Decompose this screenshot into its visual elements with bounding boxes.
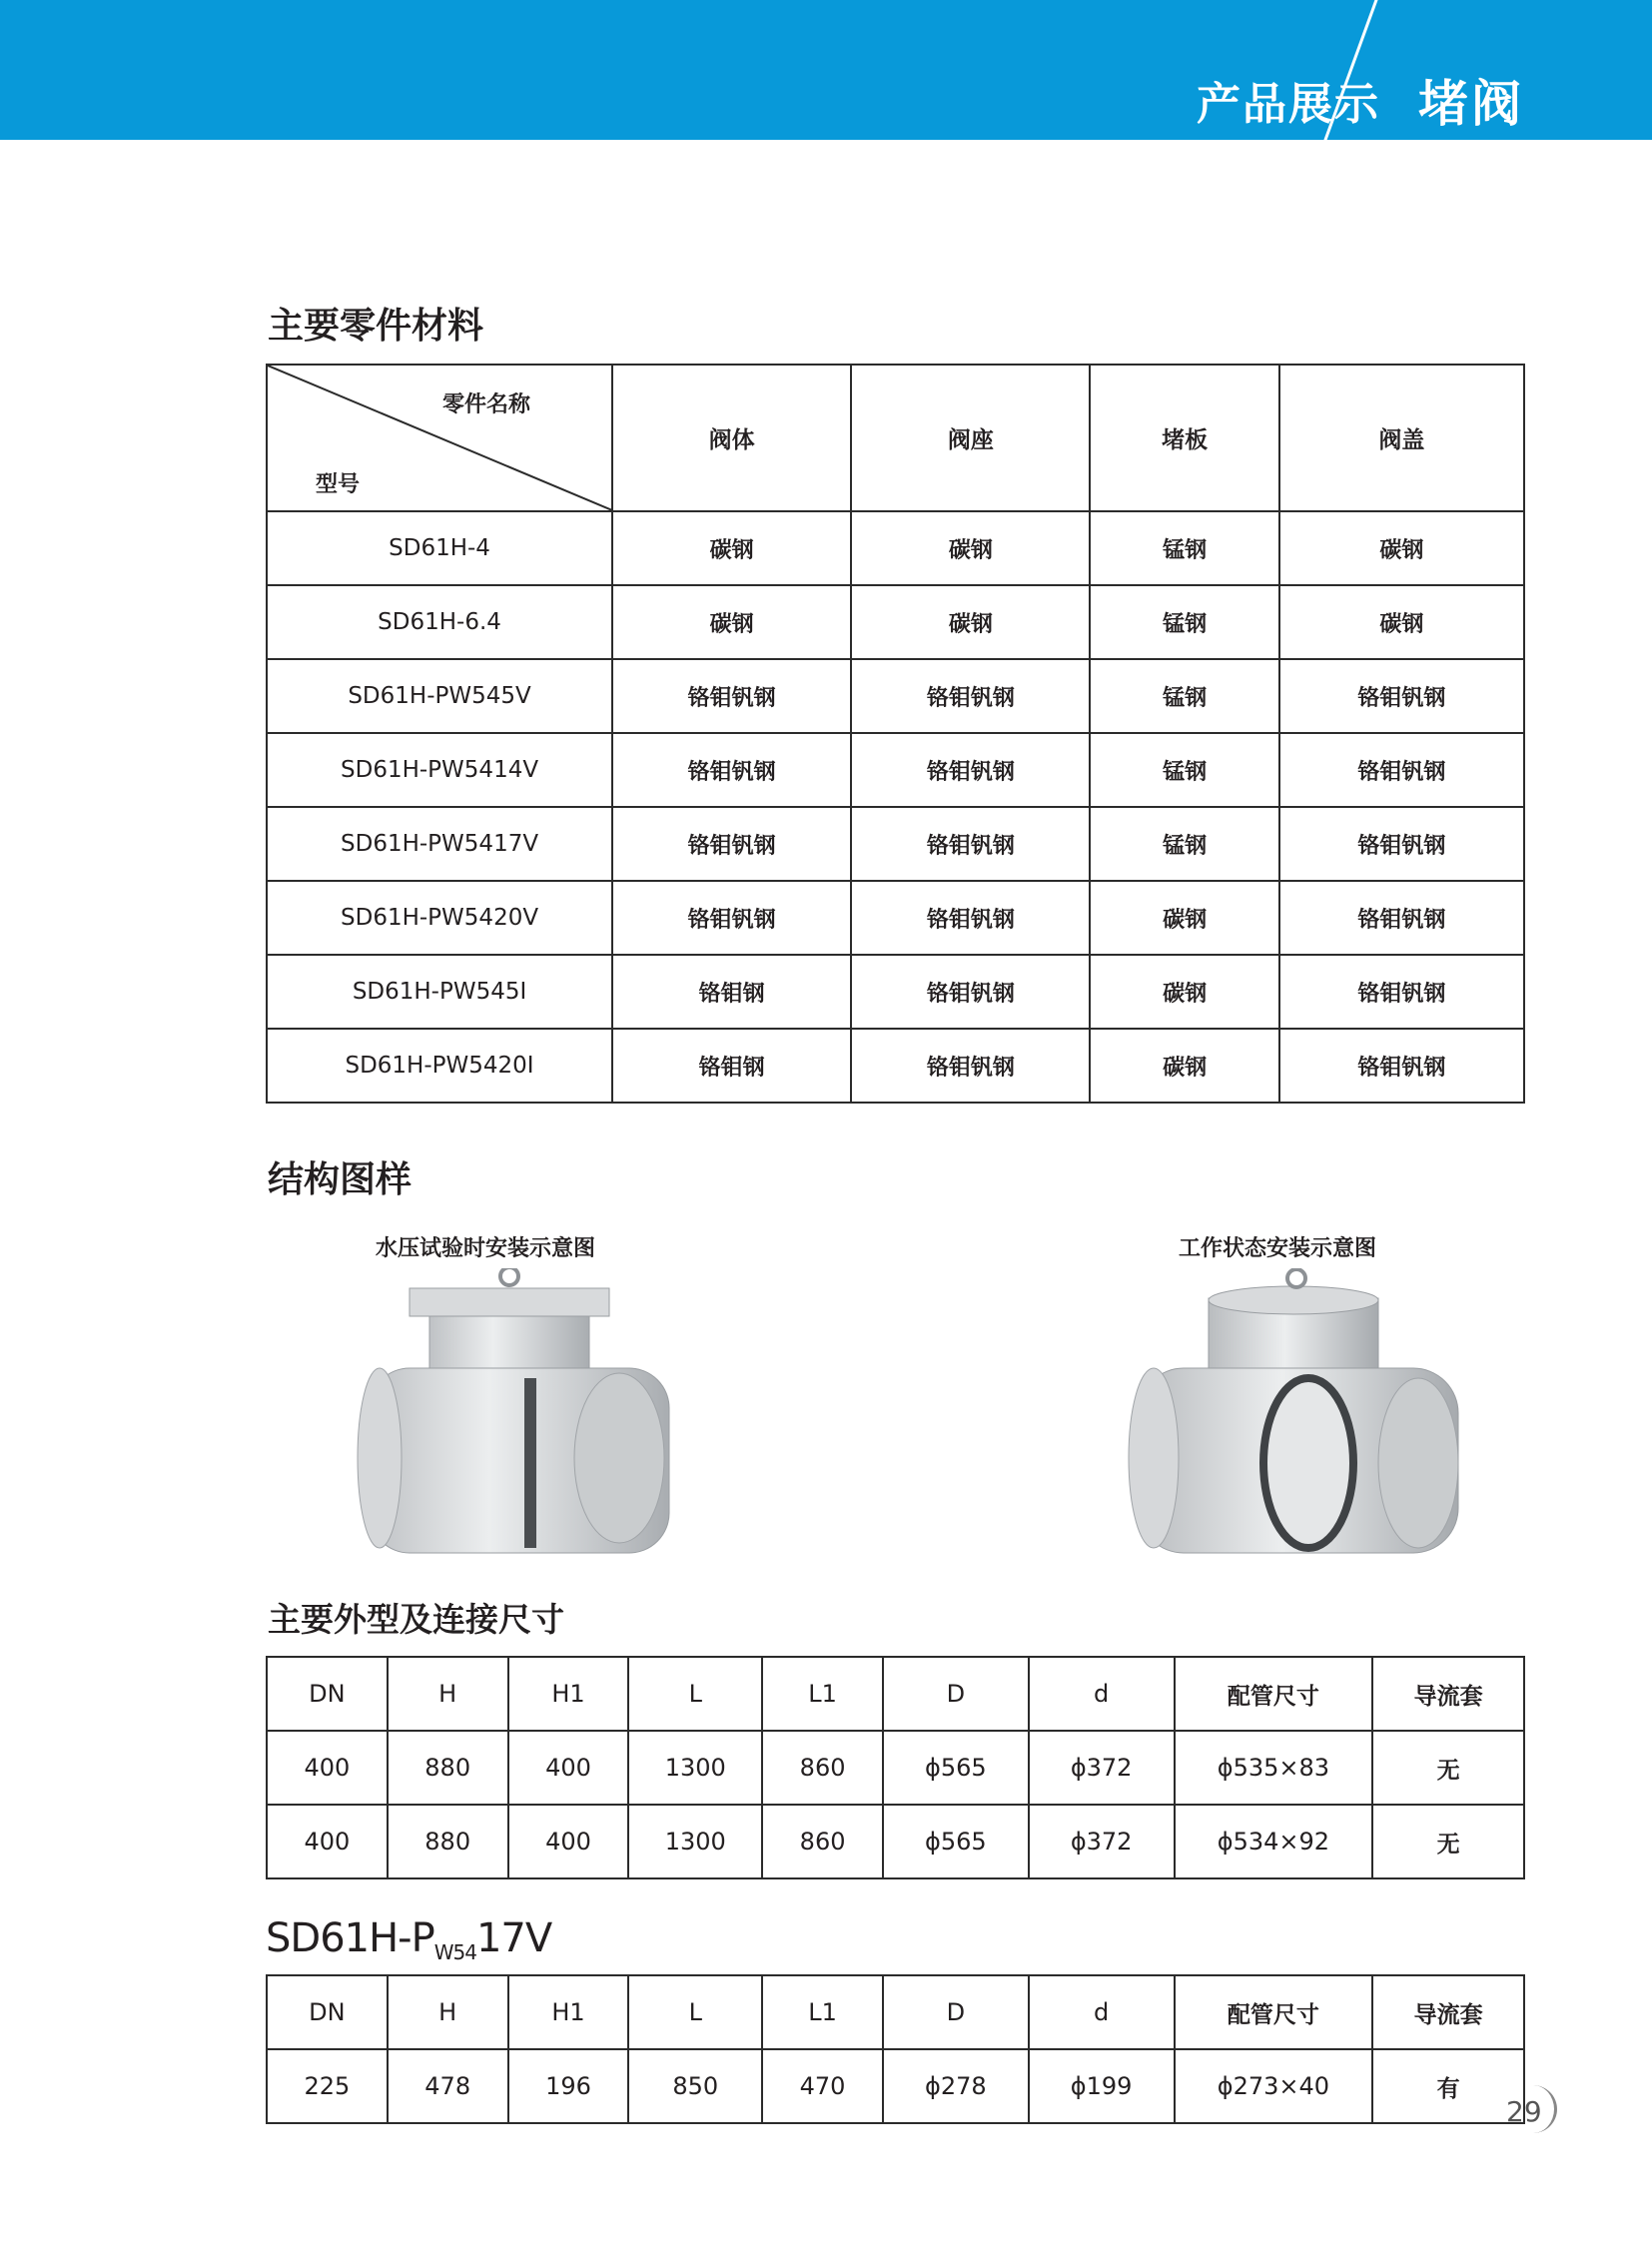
- column-header: L1: [762, 1657, 883, 1731]
- valve-hydro-test-illustration: [350, 1268, 709, 1558]
- table-cell: ϕ372: [1029, 1731, 1175, 1805]
- banner-category: 产品展示: [1197, 79, 1380, 130]
- table-cell: 1300: [628, 1731, 762, 1805]
- materials-row: [267, 585, 1524, 659]
- banner-title: 堵阀: [1418, 75, 1524, 133]
- material-cell: 铬钼钒钢: [851, 955, 1090, 1029]
- column-header: D: [883, 1657, 1029, 1731]
- model-header-row: [267, 1975, 1524, 2049]
- column-header: 阀盖: [1279, 365, 1524, 511]
- valve-working-state-illustration: [1119, 1268, 1478, 1558]
- materials-table: [266, 364, 1525, 1104]
- materials-row: [267, 659, 1524, 733]
- material-cell: 铬钼钒钢: [1279, 733, 1524, 807]
- corner-cell: [267, 365, 612, 511]
- table-cell: 无: [1372, 1805, 1524, 1878]
- table-cell: 400: [267, 1805, 388, 1878]
- materials-header-row: [267, 365, 1524, 511]
- material-cell: 铬钼钒钢: [1279, 1029, 1524, 1103]
- material-cell: 碳钢: [612, 585, 851, 659]
- table-cell: ϕ534×92: [1175, 1805, 1373, 1878]
- table-cell: 196: [508, 2049, 629, 2123]
- column-header: H: [388, 1975, 508, 2049]
- table-cell: 400: [508, 1731, 629, 1805]
- table-cell: 880: [388, 1805, 508, 1878]
- table-cell: 无: [1372, 1731, 1524, 1805]
- table-cell: 400: [267, 1731, 388, 1805]
- material-cell: 锰钢: [1090, 733, 1278, 807]
- material-cell: 碳钢: [851, 585, 1090, 659]
- column-header: 导流套: [1372, 1657, 1524, 1731]
- table-cell: 880: [388, 1731, 508, 1805]
- model-cell: SD61H-PW5417V: [267, 807, 612, 881]
- column-header: 配管尺寸: [1175, 1975, 1373, 2049]
- material-cell: 铬钼钒钢: [612, 881, 851, 955]
- model-title: [266, 1915, 551, 1964]
- table-cell: 860: [762, 1805, 883, 1878]
- materials-row: [267, 733, 1524, 807]
- structure-title: 结构图样: [268, 1159, 413, 1200]
- table-cell: 400: [508, 1805, 629, 1878]
- materials-row: [267, 1029, 1524, 1103]
- model-cell: SD61H-4: [267, 511, 612, 585]
- dimensions-table: [266, 1656, 1525, 1879]
- table-cell: ϕ278: [883, 2049, 1029, 2123]
- material-cell: 碳钢: [1090, 1029, 1278, 1103]
- column-header: H: [388, 1657, 508, 1731]
- dimensions-header-row: [267, 1657, 1524, 1731]
- column-header: D: [883, 1975, 1029, 2049]
- material-cell: 铬钼钒钢: [612, 807, 851, 881]
- material-cell: 铬钼钒钢: [851, 807, 1090, 881]
- material-cell: 铬钼钒钢: [612, 659, 851, 733]
- model-title-tail: 17V: [475, 1915, 552, 1961]
- material-cell: 铬钼钢: [612, 1029, 851, 1103]
- material-cell: 碳钢: [1279, 511, 1524, 585]
- table-cell: 1300: [628, 1805, 762, 1878]
- model-title-subscript: W54: [433, 1940, 476, 1964]
- table-row: [267, 1731, 1524, 1805]
- table-cell: 有: [1372, 2049, 1524, 2123]
- table-cell: ϕ273×40: [1175, 2049, 1373, 2123]
- materials-row: [267, 511, 1524, 585]
- column-header: 配管尺寸: [1175, 1657, 1373, 1731]
- materials-row: [267, 955, 1524, 1029]
- material-cell: 铬钼钒钢: [1279, 955, 1524, 1029]
- column-header: d: [1029, 1975, 1175, 2049]
- material-cell: 锰钢: [1090, 511, 1278, 585]
- model-cell: SD61H-PW5414V: [267, 733, 612, 807]
- model-cell: SD61H-PW5420V: [267, 881, 612, 955]
- column-header: L: [628, 1657, 762, 1731]
- material-cell: 铬钼钒钢: [851, 1029, 1090, 1103]
- material-cell: 铬钼钒钢: [1279, 659, 1524, 733]
- header-banner: [0, 0, 1652, 140]
- right-caption: 工作状态安装示意图: [1179, 1236, 1377, 1261]
- column-header: L: [628, 1975, 762, 2049]
- column-header: H1: [508, 1975, 629, 2049]
- column-header: d: [1029, 1657, 1175, 1731]
- material-cell: 碳钢: [851, 511, 1090, 585]
- model-title-main: SD61H-P: [266, 1915, 434, 1961]
- table-cell: 860: [762, 1731, 883, 1805]
- table-cell: ϕ199: [1029, 2049, 1175, 2123]
- table-row: [267, 2049, 1524, 2123]
- material-cell: 碳钢: [1090, 881, 1278, 955]
- table-cell: ϕ372: [1029, 1805, 1175, 1878]
- table-cell: ϕ565: [883, 1805, 1029, 1878]
- column-header: 阀体: [612, 365, 851, 511]
- model-dimensions-table: [266, 1974, 1525, 2124]
- column-header: DN: [267, 1657, 388, 1731]
- materials-title: 主要零件材料: [268, 306, 484, 347]
- column-header: L1: [762, 1975, 883, 2049]
- material-cell: 锰钢: [1090, 659, 1278, 733]
- table-cell: 225: [267, 2049, 388, 2123]
- material-cell: 铬钼钢: [612, 955, 851, 1029]
- material-cell: 铬钼钒钢: [851, 733, 1090, 807]
- materials-row: [267, 807, 1524, 881]
- material-cell: 铬钼钒钢: [851, 659, 1090, 733]
- material-cell: 锰钢: [1090, 585, 1278, 659]
- material-cell: 铬钼钒钢: [1279, 807, 1524, 881]
- material-cell: 锰钢: [1090, 807, 1278, 881]
- column-header: 阀座: [851, 365, 1090, 511]
- material-cell: 铬钼钒钢: [1279, 881, 1524, 955]
- column-header: H1: [508, 1657, 629, 1731]
- table-cell: 478: [388, 2049, 508, 2123]
- table-cell: 470: [762, 2049, 883, 2123]
- table-cell: ϕ565: [883, 1731, 1029, 1805]
- material-cell: 碳钢: [1090, 955, 1278, 1029]
- page-number: 29: [1506, 2095, 1542, 2128]
- model-cell: SD61H-PW5420I: [267, 1029, 612, 1103]
- corner-bottom-label: 型号: [316, 472, 361, 497]
- column-header: DN: [267, 1975, 388, 2049]
- material-cell: 碳钢: [1279, 585, 1524, 659]
- model-cell: SD61H-PW545I: [267, 955, 612, 1029]
- column-header: 导流套: [1372, 1975, 1524, 2049]
- table-row: [267, 1805, 1524, 1878]
- column-header: 堵板: [1090, 365, 1278, 511]
- left-caption: 水压试验时安装示意图: [376, 1236, 596, 1261]
- material-cell: 碳钢: [612, 511, 851, 585]
- corner-top-label: 零件名称: [442, 392, 531, 417]
- materials-row: [267, 881, 1524, 955]
- model-cell: SD61H-6.4: [267, 585, 612, 659]
- dimensions-title: 主要外型及连接尺寸: [268, 1600, 564, 1639]
- table-cell: ϕ535×83: [1175, 1731, 1373, 1805]
- model-cell: SD61H-PW545V: [267, 659, 612, 733]
- table-cell: 850: [628, 2049, 762, 2123]
- material-cell: 铬钼钒钢: [612, 733, 851, 807]
- material-cell: 铬钼钒钢: [851, 881, 1090, 955]
